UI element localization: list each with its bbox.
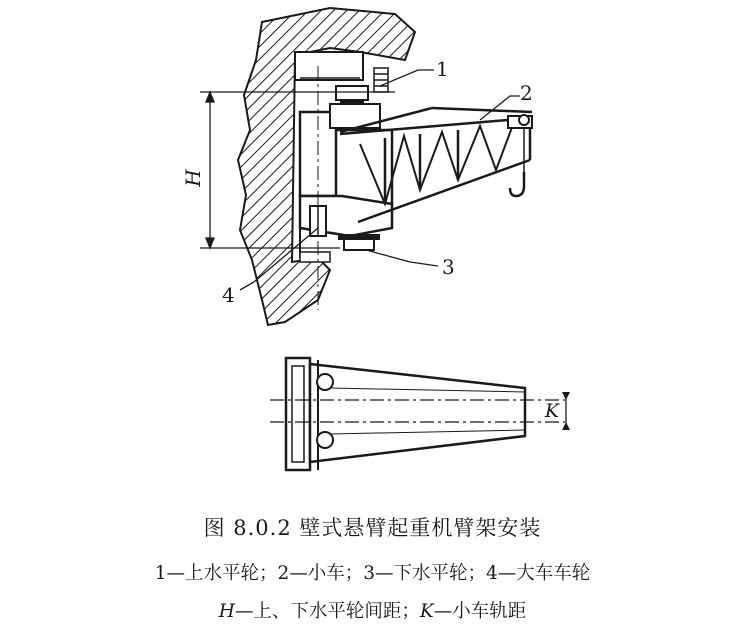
figure-symbols <box>0 597 745 623</box>
figure-legend: 1—上水平轮；2—小车；3—下水平轮；4—大车车轮 <box>154 563 591 584</box>
lower-horizontal-wheel <box>338 234 380 250</box>
figure-title: 图 8.0.2 壁式悬臂起重机臂架安装 <box>203 516 542 540</box>
trolley <box>508 115 532 196</box>
callout-3: 3 <box>442 255 455 279</box>
dimension-k-label: K <box>544 400 560 422</box>
upper-rail-bracket <box>295 52 363 80</box>
callout-2: 2 <box>520 81 533 105</box>
callout-1: 1 <box>436 57 449 81</box>
callout-4: 4 <box>222 283 235 307</box>
symbol-k: K <box>419 601 434 622</box>
dimension-h-label: H <box>181 169 205 187</box>
plan-view <box>270 358 570 470</box>
symbol-k-desc: —小车轨距 <box>433 601 527 622</box>
symbol-h: H <box>218 601 235 622</box>
symbol-h-desc: —上、下水平轮间距； <box>234 601 420 622</box>
